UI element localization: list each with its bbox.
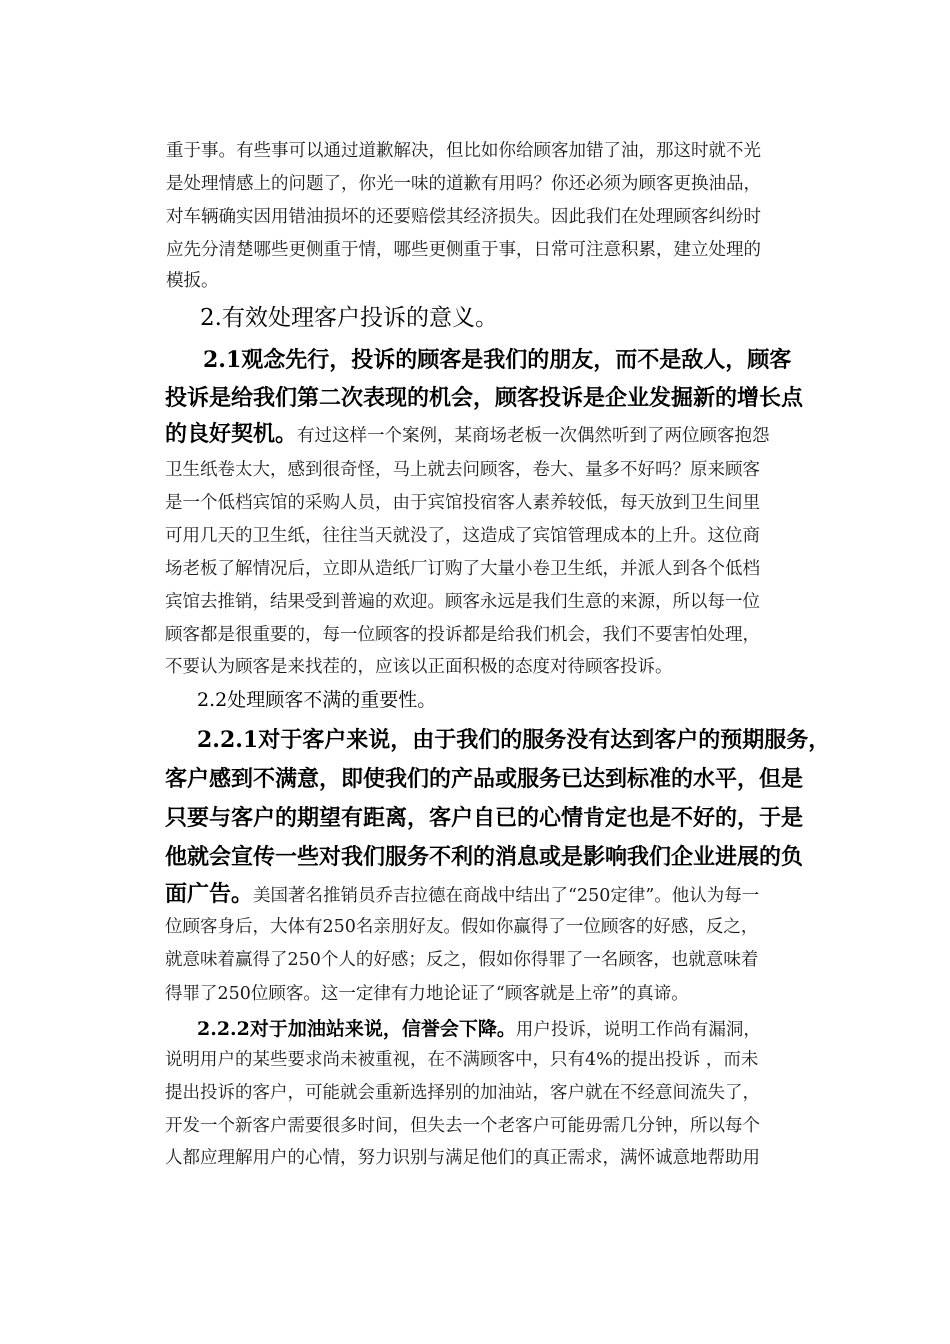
s221-bold-line-3: 只要与客户的期望有距离，客户自已的心情肯定也是不好的，于是 [165,805,804,831]
s221-normal-start: 美国著名推销员乔吉拉德在商战中结出了“250定律”。他认为每一 [253,886,760,906]
s22-heading: 2.2处理顾客不满的重要性。 [197,689,437,711]
s221-bold-line-2: 客户感到不满意，即使我们的产品或服务已达到标准的水平，但是 [165,766,804,792]
s222-line-3: 开发一个新客户需要很多时间，但失去一个老客户可能毋需几分钟，所以每个 [165,1116,760,1136]
intro-line-5: 模扳。 [166,271,219,291]
section-heading-2: 2.有效处理客户投诉的意义。 [200,305,498,331]
s221-mixed-line [165,880,759,908]
s222-line-1: 说明用户的某些要求尚未被重视，在不满顾客中，只有4%的提出投诉 ，而未 [165,1050,759,1070]
s222-normal-start: 用户投诉，说明工作尚有漏洞， [515,1020,761,1040]
intro-line-1: 重于事。有些事可以通过道歉解决，但比如你给顾客加错了油，那这时就不光 [166,141,761,161]
s21-line-7: 不要认为顾客是来找茬的，应该以正面积极的态度对待顾客投诉。 [165,657,673,677]
intro-line-4: 应先分清楚哪些更侧重于情，哪些更侧重于事，日常可注意积累，建立处理的 [166,240,761,260]
s21-bold-line-2: 投诉是给我们第二次表现的机会，顾客投诉是企业发掘新的增长点 [165,385,804,411]
s221-line-2: 就意味着赢得了250个人的好感；反之，假如你得罪了一名顾客，也就意味着 [165,950,759,970]
s21-line-4: 场老板了解情况后，立即从造纸厂订购了大量小卷卫生纸，并派人到各个低档 [165,559,760,579]
s21-line-5: 宾馆去推销，结果受到普遍的欢迎。顾客永远是我们生意的来源，所以每一位 [165,592,760,612]
s21-mixed-line [165,420,770,448]
s221-line-3: 得罪了250位顾客。这一定律有力地论证了“顾客就是上帝”的真谛。 [165,984,689,1004]
s221-bold-line-1: 2.2.1对于客户来说，由于我们的服务没有达到客户的预期服务， [197,727,831,753]
s222-line-4: 人都应理解用户的心情，努力识别与满足他们的真正需求，满怀诚意地帮助用 [165,1148,760,1168]
s222-mixed-line [197,1016,761,1041]
intro-line-2: 是处理情感上的问题了，你光一味的道歉有用吗？你还必须为顾客更换油品， [166,174,761,194]
s222-bold-head: 2.2.2对于加油站来说，信誉会下降。 [197,1018,516,1040]
s21-bold-line-1: 2.1观念先行，投诉的顾客是我们的朋友，而不是敌人，顾客 [203,347,792,373]
s21-bold-tail: 的良好契机。 [165,421,298,447]
intro-line-3: 对车辆确实因用错油损坏的还要赔偿其经济损失。因此我们在处理顾客纠纷时 [166,207,761,227]
s21-normal-start: 有过这样一个案例，某商场老板一次偶然听到了两位顾客抱怨 [297,426,770,446]
s221-line-1: 位顾客身后，大体有250名亲朋好友。假如你赢得了一位顾客的好感，反之， [165,917,759,937]
s221-bold-line-4: 他就会宣传一些对我们服务不利的消息或是影响我们企业进展的负 [165,844,804,870]
s21-line-6: 顾客都是很重要的，每一位顾客的投诉都是给我们机会，我们不要害怕处理， [165,625,760,645]
s21-line-2: 是一个低档宾馆的采购人员，由于宾馆投宿客人素养较低，每天放到卫生间里 [165,493,760,513]
s221-bold-tail: 面广告。 [165,881,254,907]
s21-line-3: 可用几天的卫生纸，往往当天就没了，这造成了宾馆管理成本的上升。这位商 [165,526,760,546]
s21-line-1: 卫生纸卷太大，感到很奇怪，马上就去问顾客，卷大、量多不好吗？原来顾客 [165,460,760,480]
s222-line-2: 提出投诉的客户，可能就会重新选择别的加油站，客户就在不经意间流失了， [165,1083,760,1103]
